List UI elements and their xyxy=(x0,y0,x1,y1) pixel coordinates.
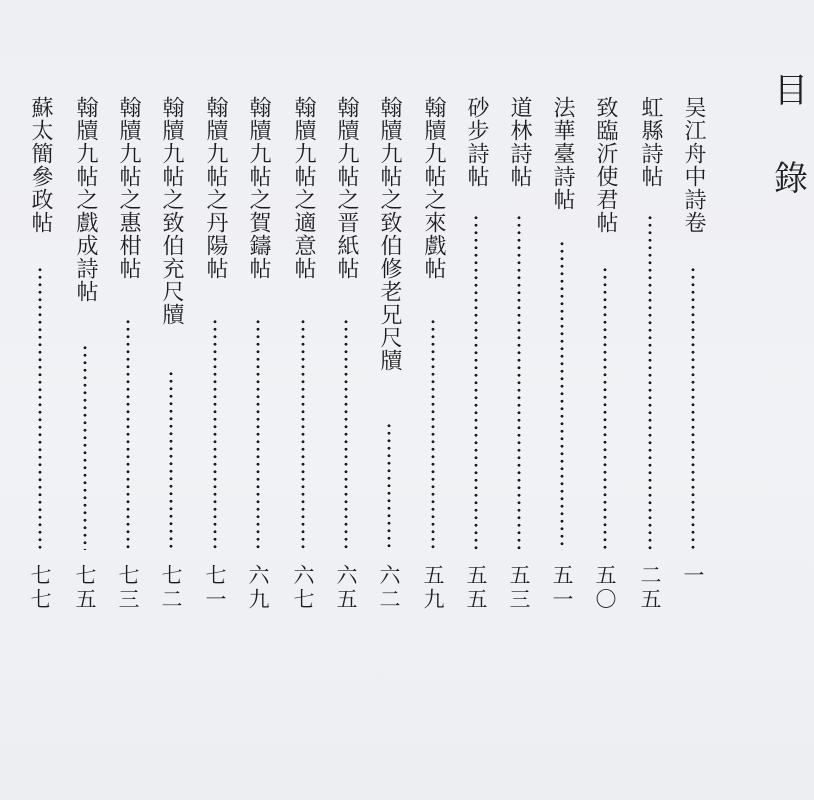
leader-dots xyxy=(559,240,565,550)
entry-page-number: 二五 xyxy=(638,564,662,612)
leader-dots xyxy=(430,318,436,550)
entry-page-number: 六七 xyxy=(291,564,315,612)
toc-entry[interactable] xyxy=(333,96,359,626)
entry-title: 虹縣詩帖 xyxy=(638,96,663,188)
leader-dots xyxy=(647,214,653,550)
toc-entry[interactable] xyxy=(506,96,532,626)
entry-page-number: 六五 xyxy=(334,564,358,612)
toc-entry[interactable] xyxy=(115,96,141,626)
toc-entry[interactable] xyxy=(592,96,618,626)
entry-page-number: 六二 xyxy=(377,564,401,612)
entry-title: 法華臺詩帖 xyxy=(550,96,575,211)
leader-dots xyxy=(602,266,608,550)
entry-page-number: 七三 xyxy=(116,564,140,612)
entry-page-number: 一 xyxy=(681,564,705,588)
leader-dots xyxy=(343,318,349,550)
entry-title: 吴江舟中詩卷 xyxy=(681,96,706,234)
leader-dots xyxy=(37,266,43,550)
entry-page-number: 七五 xyxy=(73,564,97,612)
toc-entry[interactable] xyxy=(27,96,53,626)
entry-page-number: 五三 xyxy=(507,564,531,612)
entry-page-number: 六九 xyxy=(246,564,270,612)
toc-entry[interactable] xyxy=(72,96,98,626)
entry-title: 致臨沂使君帖 xyxy=(593,96,618,234)
entry-page-number: 五一 xyxy=(550,564,574,612)
entry-title: 翰牘九帖之適意帖 xyxy=(291,96,316,280)
leader-dots xyxy=(516,214,522,550)
entry-title: 翰牘九帖之惠柑帖 xyxy=(116,96,141,280)
entry-title: 翰牘九帖之致伯修老兄尺牘 xyxy=(377,96,402,372)
toc-entry[interactable] xyxy=(202,96,228,626)
toc-entry[interactable] xyxy=(463,96,489,626)
entry-title: 翰牘九帖之戲成詩帖 xyxy=(73,96,98,303)
leader-dots xyxy=(168,370,174,550)
entry-title: 翰牘九帖之晋紙帖 xyxy=(334,96,359,280)
toc-entry[interactable] xyxy=(245,96,271,626)
entry-page-number: 七二 xyxy=(159,564,183,612)
entry-page-number: 五五 xyxy=(464,564,488,612)
entry-title: 翰牘九帖之賀鑄帖 xyxy=(246,96,271,280)
entry-title: 蘇太簡參政帖 xyxy=(28,96,53,234)
toc-entry[interactable] xyxy=(376,96,402,626)
entry-page-number: 七一 xyxy=(203,564,227,612)
toc-entry[interactable] xyxy=(637,96,663,626)
toc-heading xyxy=(774,71,814,200)
entry-page-number: 七七 xyxy=(28,564,52,612)
leader-dots xyxy=(82,344,88,550)
entry-page-number: 五九 xyxy=(421,564,445,612)
heading-char-lu: 錄 xyxy=(774,159,808,199)
entry-title: 翰牘九帖之來戲帖 xyxy=(421,96,446,280)
entry-title: 翰牘九帖之致伯充尺牘 xyxy=(159,96,184,326)
toc-entry[interactable] xyxy=(158,96,184,626)
leader-dots xyxy=(212,318,218,550)
leader-dots xyxy=(300,318,306,550)
entry-title: 道林詩帖 xyxy=(507,96,532,188)
entry-title: 砂步詩帖 xyxy=(464,96,489,188)
leader-dots xyxy=(125,318,131,550)
entry-title: 翰牘九帖之丹陽帖 xyxy=(203,96,228,280)
toc-entry[interactable] xyxy=(680,96,706,626)
entry-page-number: 五〇 xyxy=(593,564,617,612)
leader-dots xyxy=(386,422,392,550)
heading-char-mu: 目 xyxy=(774,71,808,111)
toc-entry[interactable] xyxy=(420,96,446,626)
leader-dots xyxy=(255,318,261,550)
toc-entry[interactable] xyxy=(549,96,575,626)
leader-dots xyxy=(690,266,696,550)
leader-dots xyxy=(473,214,479,550)
toc-entry[interactable] xyxy=(290,96,316,626)
